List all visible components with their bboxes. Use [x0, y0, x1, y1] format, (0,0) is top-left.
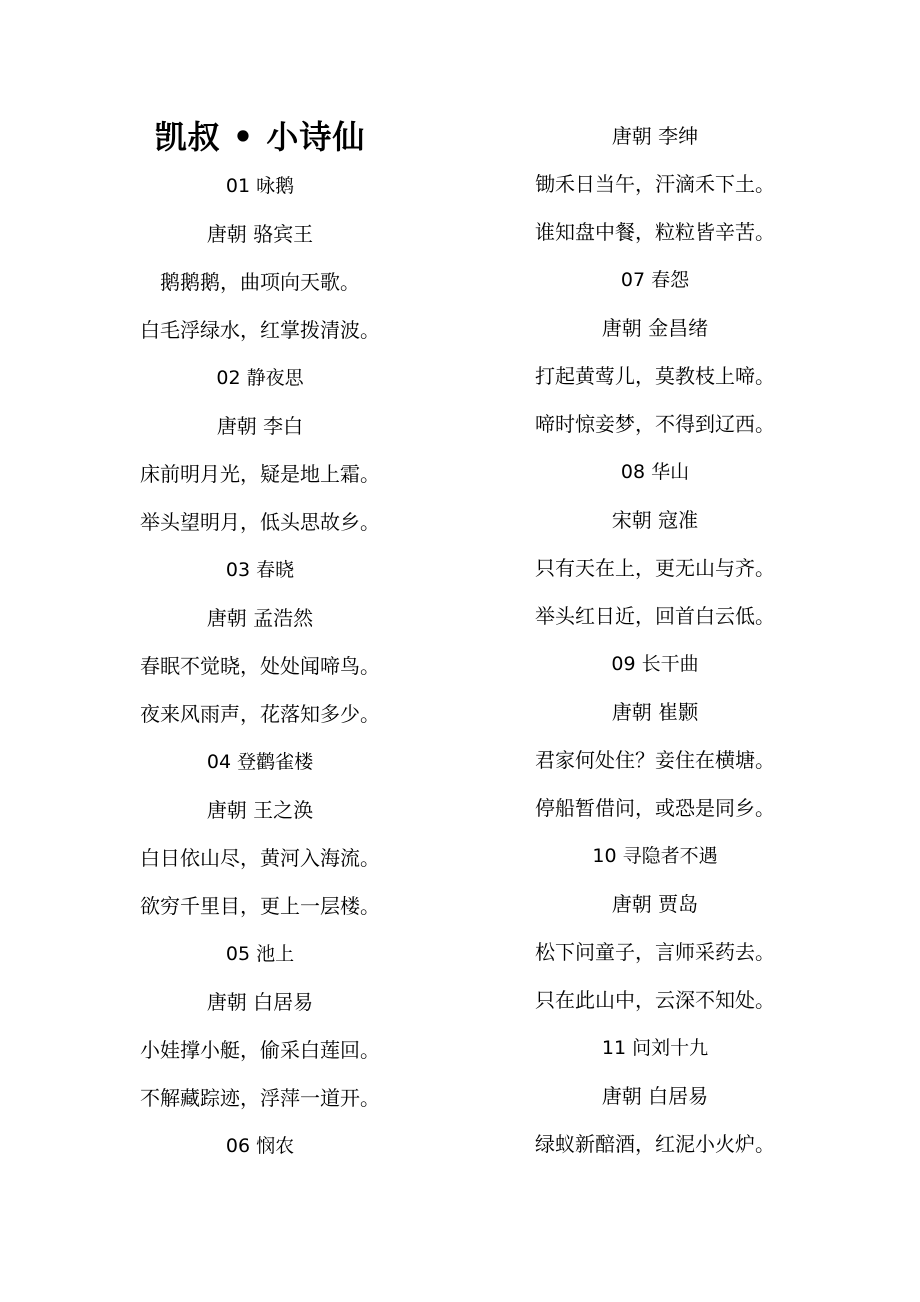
poem-verse: 只在此山中，云深不知处。 [535, 988, 775, 1012]
poem-verse: 停船暂借问，或恐是同乡。 [535, 796, 775, 820]
poem-title: 03 春晓 [225, 559, 295, 581]
poem-verse: 松下问童子，言师采药去。 [535, 940, 775, 964]
poem-verse: 举头望明月，低头思故乡。 [140, 510, 380, 534]
poem-verse: 白毛浮绿水，红掌拨清波。 [140, 318, 380, 342]
poem-title: 09 长干曲 [611, 653, 699, 675]
poem-verse: 绿蚁新醅酒，红泥小火炉。 [535, 1132, 775, 1156]
poem-author: 唐朝 白居易 [601, 1084, 709, 1108]
poem-verse: 只有天在上，更无山与齐。 [535, 556, 775, 580]
poem-title: 01 咏鹅 [225, 175, 295, 197]
poem-verse: 小娃撑小艇，偷采白莲回。 [140, 1038, 380, 1062]
poem-author: 唐朝 孟浩然 [206, 606, 314, 630]
poem-verse: 举头红日近，回首白云低。 [535, 604, 775, 628]
left-poem-list [110, 162, 410, 1170]
page-title: 凯叔 • 小诗仙 [154, 118, 366, 156]
poem-author: 宋朝 寇准 [611, 508, 699, 532]
poem-verse: 啼时惊妾梦，不得到辽西。 [535, 412, 775, 436]
poem-title: 11 问刘十九 [601, 1037, 709, 1059]
poem-author: 唐朝 白居易 [206, 990, 314, 1014]
poem-author: 唐朝 金昌绪 [601, 316, 709, 340]
poem-author: 唐朝 李白 [216, 414, 304, 438]
poem-title: 10 寻隐者不遇 [592, 845, 718, 867]
poem-author: 唐朝 崔颢 [611, 700, 699, 724]
poem-verse: 不解藏踪迹，浮萍一道开。 [140, 1086, 380, 1110]
poem-verse: 君家何处住？妾住在横塘。 [535, 748, 775, 772]
poem-author: 唐朝 王之涣 [206, 798, 314, 822]
poem-title: 08 华山 [620, 461, 690, 483]
poem-title: 06 悯农 [225, 1135, 295, 1157]
poem-verse: 欲穷千里目，更上一层楼。 [140, 894, 380, 918]
poem-title: 02 静夜思 [216, 367, 304, 389]
left-column [110, 112, 410, 1170]
poem-verse: 床前明月光，疑是地上霜。 [140, 462, 380, 486]
poem-verse: 打起黄莺儿，莫教枝上啼。 [535, 364, 775, 388]
poem-author: 唐朝 李绅 [611, 124, 699, 148]
poem-verse: 白日依山尽，黄河入海流。 [140, 846, 380, 870]
poem-title: 07 春怨 [620, 269, 690, 291]
poem-title: 04 登鹳雀楼 [206, 751, 314, 773]
right-column [505, 112, 805, 1168]
poem-title: 05 池上 [225, 943, 295, 965]
poem-author: 唐朝 骆宾王 [206, 222, 314, 246]
poem-author: 唐朝 贾岛 [611, 892, 699, 916]
poem-verse: 夜来风雨声，花落知多少。 [140, 702, 380, 726]
poem-verse: 谁知盘中餐，粒粒皆辛苦。 [535, 220, 775, 244]
poem-verse: 锄禾日当午，汗滴禾下土。 [535, 172, 775, 196]
right-poem-list [505, 112, 805, 1168]
poem-verse: 鹅鹅鹅，曲项向天歌。 [160, 270, 360, 294]
poem-verse: 春眠不觉晓，处处闻啼鸟。 [140, 654, 380, 678]
